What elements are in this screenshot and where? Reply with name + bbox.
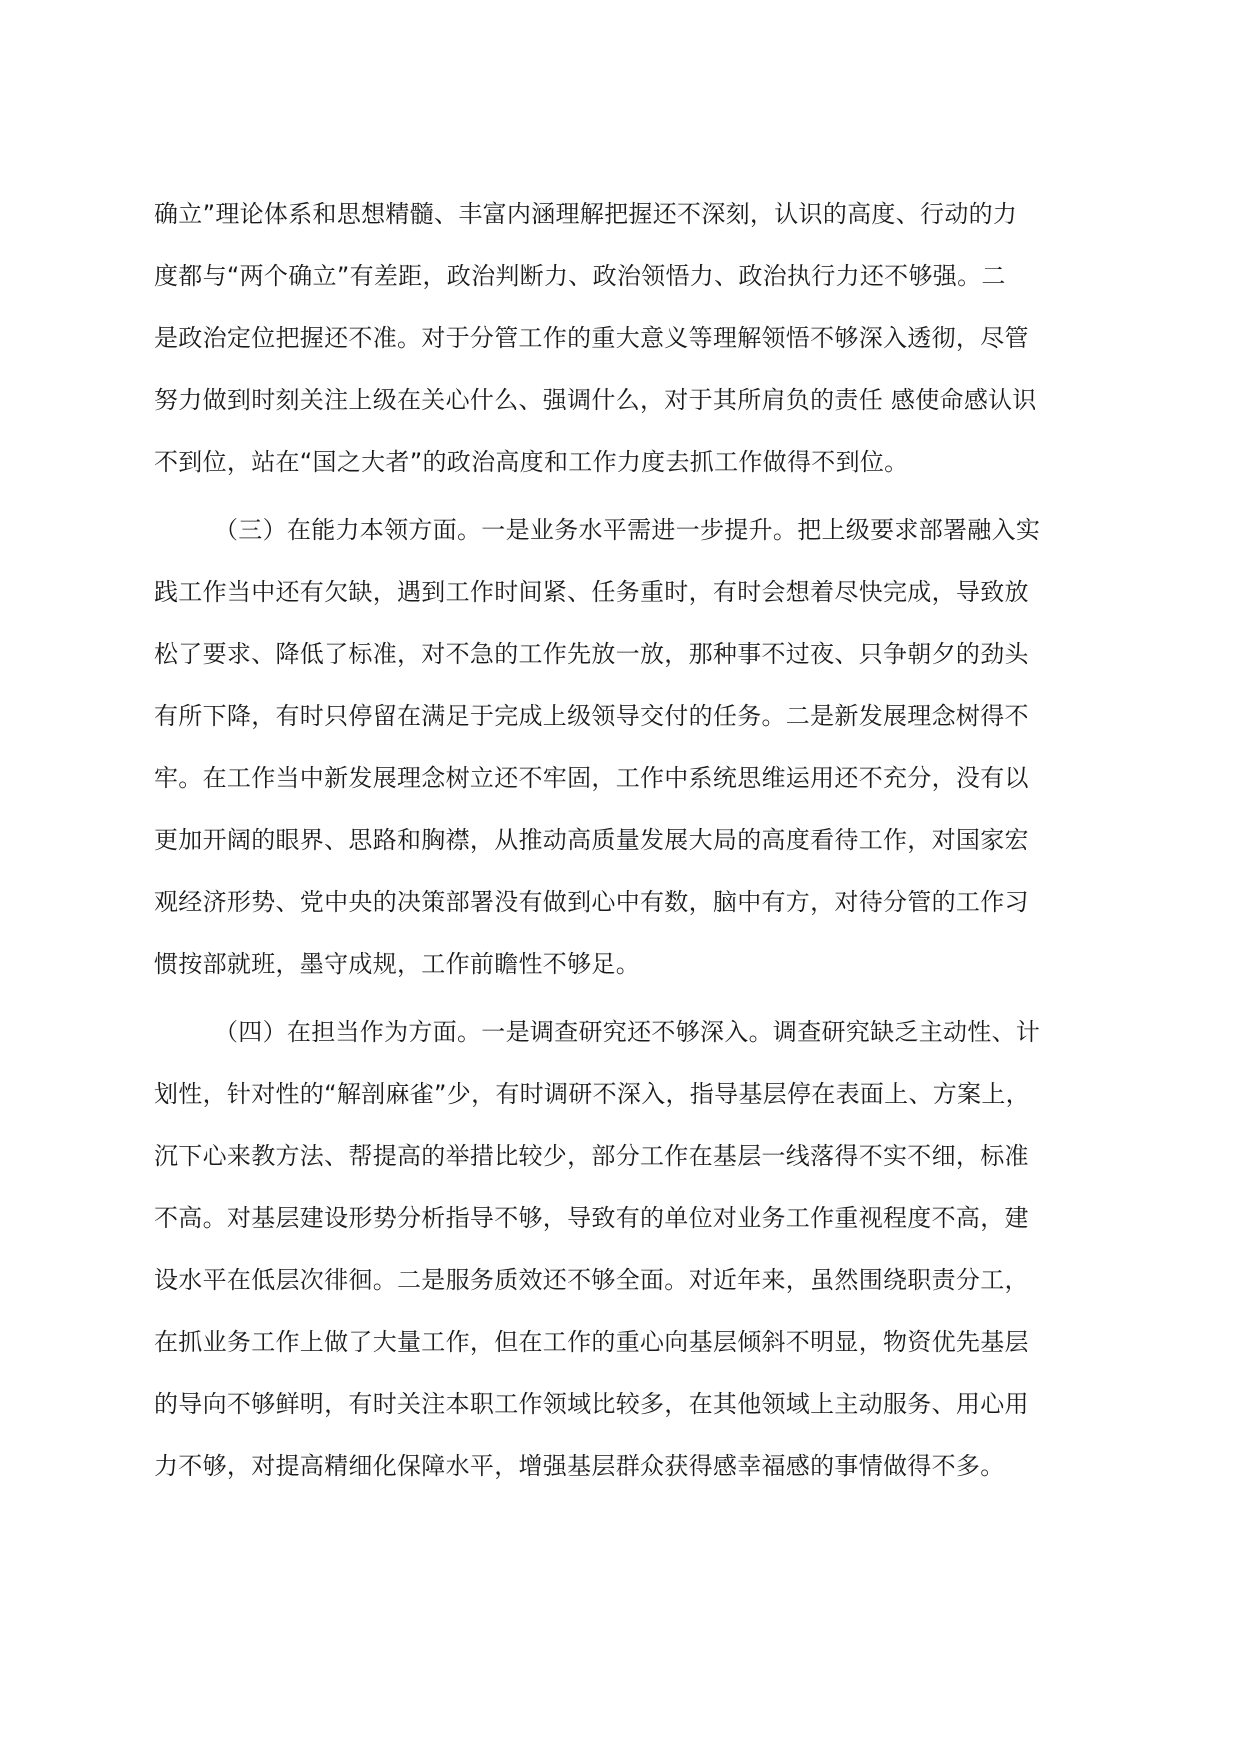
text-line: 松了要求、降低了标准，对不急的工作先放一放，那种事不过夜、只争朝夕的劲头	[154, 640, 1029, 668]
text-line: 设水平在低层次徘徊。二是服务质效还不够全面。对近年来，虽然围绕职责分工，	[154, 1266, 1029, 1294]
text-line: 有所下降，有时只停留在满足于完成上级领导交付的任务。二是新发展理念树得不	[154, 702, 1029, 730]
text-line: 力不够，对提高精细化保障水平，增强基层群众获得感幸福感的事情做得不多。	[154, 1452, 1005, 1480]
text-line: 牢。在工作当中新发展理念树立还不牢固，工作中系统思维运用还不充分，没有以	[154, 764, 1029, 792]
text-line: 划性，针对性的“解剖麻雀”少，有时调研不深入，指导基层停在表面上、方案上，	[154, 1080, 1030, 1108]
text-line: 沉下心来教方法、帮提高的举措比较少，部分工作在基层一线落得不实不细，标准	[154, 1142, 1029, 1170]
text-line: 努力做到时刻关注上级在关心什么、强调什么，对于其所肩负的责任 感使命感认识	[154, 386, 1037, 414]
text-line: 在抓业务工作上做了大量工作，但在工作的重心向基层倾斜不明显，物资优先基层	[154, 1328, 1029, 1356]
text-line: 不到位，站在“国之大者”的政治高度和工作力度去抓工作做得不到位。	[154, 448, 909, 476]
section-heading-3: （三）在能力本领方面。一是业务水平需进一步提升。把上级要求部署融入实	[214, 516, 1041, 544]
text-line: 惯按部就班，墨守成规，工作前瞻性不够足。	[154, 950, 640, 978]
text-line: 践工作当中还有欠缺，遇到工作时间紧、任务重时，有时会想着尽快完成，导致放	[154, 578, 1029, 606]
text-line: 更加开阔的眼界、思路和胸襟，从推动高质量发展大局的高度看待工作，对国家宏	[154, 826, 1029, 854]
text-line: 度都与“两个确立”有差距，政治判断力、政治领悟力、政治执行力还不够强。二	[154, 262, 1006, 290]
text-line: 是政治定位把握还不准。对于分管工作的重大意义等理解领悟不够深入透彻，尽管	[154, 324, 1029, 352]
text-line: 不高。对基层建设形势分析指导不够，导致有的单位对业务工作重视程度不高，建	[154, 1204, 1029, 1232]
text-line: 的导向不够鲜明，有时关注本职工作领域比较多，在其他领域上主动服务、用心用	[154, 1390, 1029, 1418]
text-line: 观经济形势、党中央的决策部署没有做到心中有数，脑中有方，对待分管的工作习	[154, 888, 1029, 916]
text-line: 确立”理论体系和思想精髓、丰富内涵理解把握还不深刻，认识的高度、行动的力	[154, 200, 1018, 228]
section-heading-4: （四）在担当作为方面。一是调查研究还不够深入。调查研究缺乏主动性、计	[214, 1018, 1041, 1046]
